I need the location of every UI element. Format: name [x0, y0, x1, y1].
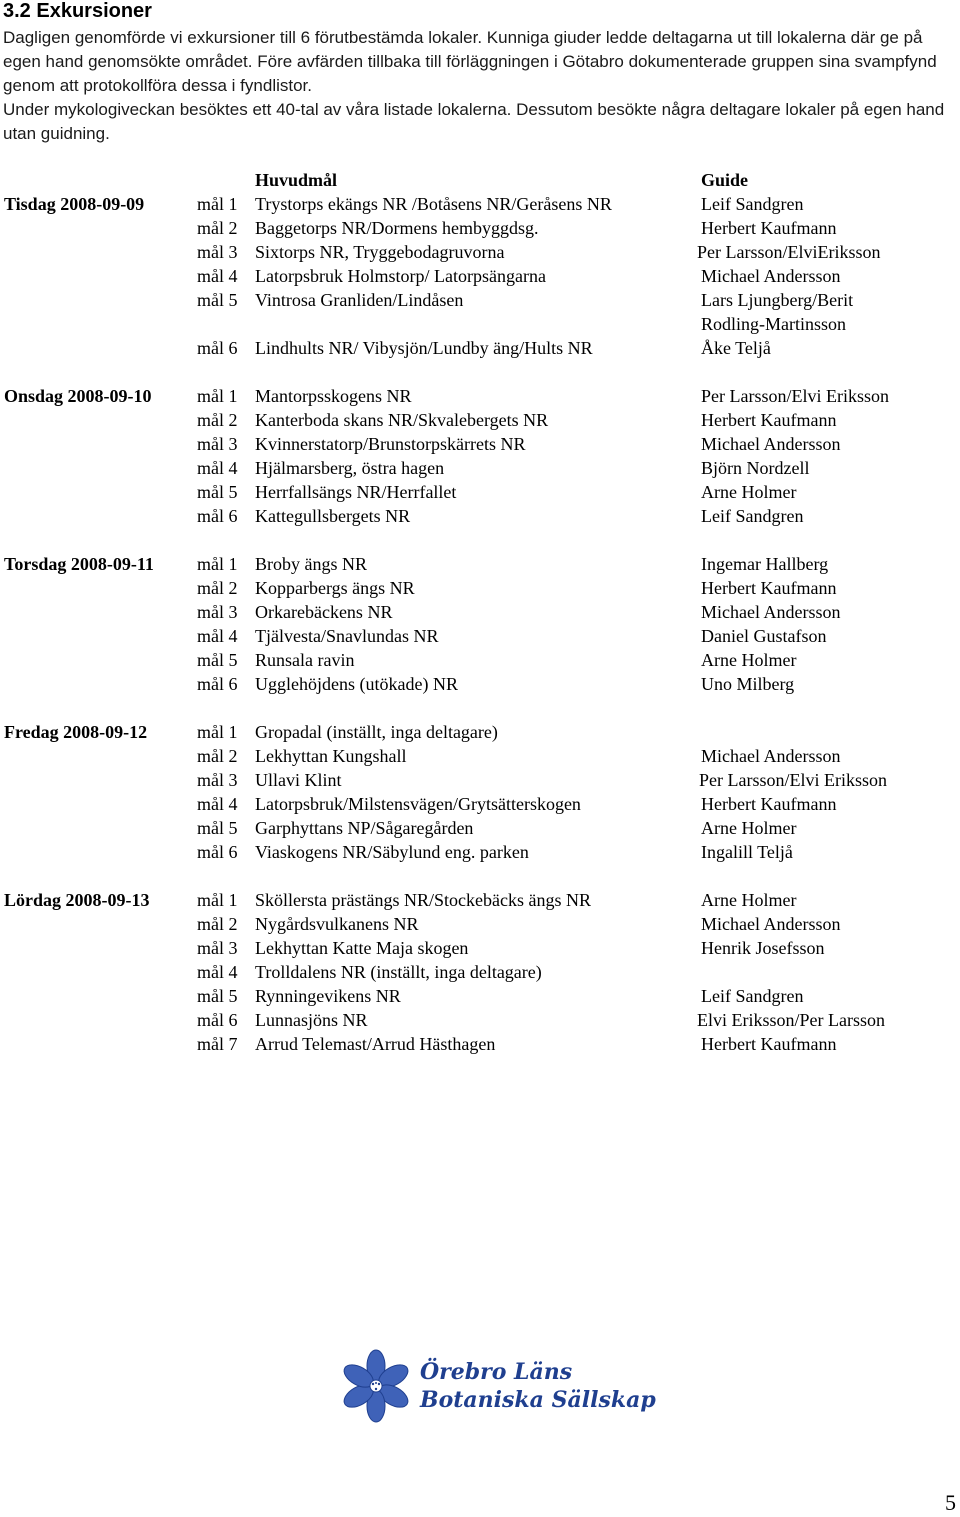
- schedule-row: [0, 624, 960, 648]
- goal-guide: Elvi Eriksson/Per Larsson: [697, 1010, 885, 1030]
- goal-guide: Arne Holmer: [701, 818, 797, 838]
- header-guide: Guide: [701, 170, 749, 190]
- goal-guide: Henrik Josefsson: [701, 938, 825, 958]
- goal-number: mål 4: [197, 266, 238, 286]
- schedule-row: [0, 960, 960, 984]
- goal-place: Ullavi Klint: [255, 770, 342, 790]
- goal-place: Baggetorps NR/Dormens hembyggdsg.: [255, 218, 539, 238]
- goal-guide: Michael Andersson: [701, 914, 841, 934]
- schedule-row: [0, 1032, 960, 1056]
- goal-place: Kattegullsbergets NR: [255, 506, 411, 526]
- day-label: Lördag 2008-09-13: [4, 890, 150, 910]
- schedule-header: [0, 168, 960, 192]
- schedule-row: [0, 240, 960, 264]
- schedule-row: [0, 984, 960, 1008]
- schedule-row: [0, 888, 960, 912]
- section-heading: 3.2 Exkursioner: [3, 0, 152, 22]
- goal-place: Trolldalens NR (inställt, inga deltagare): [255, 962, 542, 982]
- schedule-row: [0, 432, 960, 456]
- goal-number: mål 2: [197, 578, 238, 598]
- schedule-row: [0, 264, 960, 288]
- goal-place: Nygårdsvulkanens NR: [255, 914, 419, 934]
- goal-place: Sköllersta prästängs NR/Stockebäcks ängs NR: [255, 890, 591, 910]
- goal-number: mål 2: [197, 914, 238, 934]
- logo-line-2: Botaniska Sällskap: [420, 1387, 656, 1413]
- goal-guide: Daniel Gustafson: [701, 626, 827, 646]
- goal-guide: Åke Teljå: [701, 338, 771, 358]
- goal-place: Lunnasjöns NR: [255, 1010, 368, 1030]
- goal-number: mål 5: [197, 986, 238, 1006]
- schedule-row: [0, 912, 960, 936]
- schedule-row: [0, 552, 960, 576]
- schedule-row: [0, 600, 960, 624]
- goal-guide: Michael Andersson: [701, 602, 841, 622]
- goal-number: mål 6: [197, 506, 238, 526]
- goal-number: mål 1: [197, 890, 238, 910]
- schedule-row: [0, 936, 960, 960]
- schedule-row: [0, 216, 960, 240]
- goal-guide: Michael Andersson: [701, 746, 841, 766]
- schedule-row: [0, 408, 960, 432]
- goal-place: Kopparbergs ängs NR: [255, 578, 415, 598]
- goal-place: Hjälmarsberg, östra hagen: [255, 458, 445, 478]
- goal-number: mål 6: [197, 674, 238, 694]
- intro-paragraph-2: Under mykologiveckan besöktes ett 40-tal av våra listade lokalerna. Dessutom besökte några deltagare lokaler på egen hand utan guidning.: [3, 100, 945, 143]
- schedule-row: [0, 672, 960, 696]
- goal-guide: Ingemar Hallberg: [701, 554, 829, 574]
- goal-number: mål 4: [197, 626, 238, 646]
- goal-place: Rynningevikens NR: [255, 986, 401, 1006]
- goal-place: Herrfallsängs NR/Herrfallet: [255, 482, 457, 502]
- goal-place: Lekhyttan Katte Maja skogen: [255, 938, 469, 958]
- schedule-row: [0, 336, 960, 360]
- goal-guide: Ingalill Teljå: [701, 842, 793, 862]
- goal-number: mål 2: [197, 218, 238, 238]
- goal-number: mål 5: [197, 482, 238, 502]
- schedule-row: [0, 648, 960, 672]
- schedule-row: [0, 576, 960, 600]
- day-label: Fredag 2008-09-12: [4, 722, 148, 742]
- goal-number: mål 6: [197, 842, 238, 862]
- schedule-row: [0, 504, 960, 528]
- schedule-row: [0, 312, 960, 336]
- goal-place: Orkarebäckens NR: [255, 602, 393, 622]
- goal-guide: Herbert Kaufmann: [701, 1034, 837, 1054]
- goal-place: Broby ängs NR: [255, 554, 367, 574]
- logo-wordmark: [420, 1358, 656, 1414]
- schedule-row: [0, 744, 960, 768]
- page-number: 5: [945, 1490, 956, 1515]
- goal-guide: Per Larsson/ElviEriksson: [697, 242, 881, 262]
- goal-number: mål 6: [197, 1010, 238, 1030]
- goal-number: mål 5: [197, 818, 238, 838]
- goal-place: Kanterboda skans NR/Skvalebergets NR: [255, 410, 549, 430]
- goal-number: mål 2: [197, 746, 238, 766]
- goal-place: Lindhults NR/ Vibysjön/Lundby äng/Hults NR: [255, 338, 593, 358]
- goal-place: Latorpsbruk/Milstensvägen/Grytsätterskogen: [255, 794, 581, 814]
- schedule-row: [0, 480, 960, 504]
- goal-place: Ugglehöjdens (utökade) NR: [255, 674, 458, 694]
- goal-number: mål 4: [197, 458, 238, 478]
- schedule-row: [0, 720, 960, 744]
- goal-number: mål 3: [197, 770, 238, 790]
- goal-guide: Rodling-Martinsson: [701, 314, 847, 334]
- goal-guide: Leif Sandgren: [701, 986, 804, 1006]
- goal-number: mål 3: [197, 434, 238, 454]
- goal-number: mål 1: [197, 722, 238, 742]
- schedule-row: [0, 816, 960, 840]
- goal-guide: Michael Andersson: [701, 434, 841, 454]
- intro-text: [3, 26, 953, 146]
- goal-place: Tjälvesta/Snavlundas NR: [255, 626, 439, 646]
- goal-place: Vintrosa Granliden/Lindåsen: [255, 290, 464, 310]
- intro-paragraph-1: Dagligen genomförde vi exkursioner till 6 förutbestämda lokaler. Kunniga giuder ledde deltagarna ut till lokalerna där ge på egen hand genomsökte området. Före avfärden tillbaka till förläggningen i Götabro dokumenterade gruppen sina svampfynd genom att protokollföra dessa i fyndlistor.: [3, 28, 937, 95]
- society-logo: [336, 1348, 656, 1428]
- goal-number: mål 6: [197, 338, 238, 358]
- goal-guide: Uno Milberg: [701, 674, 795, 694]
- goal-number: mål 3: [197, 242, 238, 262]
- goal-guide: Leif Sandgren: [701, 194, 804, 214]
- schedule-row: [0, 456, 960, 480]
- goal-place: Arrud Telemast/Arrud Hästhagen: [255, 1034, 496, 1054]
- goal-guide: Björn Nordzell: [701, 458, 810, 478]
- goal-number: mål 3: [197, 602, 238, 622]
- goal-number: mål 3: [197, 938, 238, 958]
- goal-number: mål 4: [197, 962, 238, 982]
- goal-place: Sixtorps NR, Tryggebodagruvorna: [255, 242, 505, 262]
- goal-guide: Arne Holmer: [701, 890, 797, 910]
- goal-guide: Herbert Kaufmann: [701, 578, 837, 598]
- goal-place: Lekhyttan Kungshall: [255, 746, 407, 766]
- schedule-row: [0, 288, 960, 312]
- goal-number: mål 5: [197, 290, 238, 310]
- goal-guide: Leif Sandgren: [701, 506, 804, 526]
- goal-guide: Lars Ljungberg/Berit: [701, 290, 854, 310]
- goal-guide: Arne Holmer: [701, 650, 797, 670]
- goal-place: Gropadal (inställt, inga deltagare): [255, 722, 498, 742]
- schedule-row: [0, 192, 960, 216]
- goal-number: mål 1: [197, 554, 238, 574]
- goal-guide: Michael Andersson: [701, 266, 841, 286]
- goal-guide: Per Larsson/Elvi Eriksson: [699, 770, 887, 790]
- goal-number: mål 2: [197, 410, 238, 430]
- goal-guide: Herbert Kaufmann: [701, 410, 837, 430]
- goal-place: Latorpsbruk Holmstorp/ Latorpsängarna: [255, 266, 546, 286]
- schedule-row: [0, 792, 960, 816]
- header-main-goal: Huvudmål: [255, 170, 338, 190]
- goal-number: mål 1: [197, 194, 238, 214]
- goal-guide: Arne Holmer: [701, 482, 797, 502]
- schedule-row: [0, 840, 960, 864]
- day-label: Torsdag 2008-09-11: [4, 554, 154, 574]
- hepatica-flower-icon: [336, 1348, 416, 1428]
- goal-place: Mantorpsskogens NR: [255, 386, 412, 406]
- day-label: Onsdag 2008-09-10: [4, 386, 152, 406]
- schedule-row: [0, 768, 960, 792]
- goal-place: Trystorps ekängs NR /Botåsens NR/Geråsens NR: [255, 194, 612, 214]
- goal-place: Kvinnerstatorp/Brunstorpskärrets NR: [255, 434, 526, 454]
- logo-line-1: Örebro Läns: [420, 1359, 573, 1385]
- goal-place: Viaskogens NR/Säbylund eng. parken: [255, 842, 529, 862]
- goal-number: mål 4: [197, 794, 238, 814]
- goal-number: mål 5: [197, 650, 238, 670]
- goal-guide: Herbert Kaufmann: [701, 794, 837, 814]
- schedule-row: [0, 1008, 960, 1032]
- goal-number: mål 1: [197, 386, 238, 406]
- goal-guide: Per Larsson/Elvi Eriksson: [701, 386, 889, 406]
- goal-place: Runsala ravin: [255, 650, 355, 670]
- excursion-schedule: [0, 168, 960, 1056]
- goal-guide: Herbert Kaufmann: [701, 218, 837, 238]
- goal-place: Garphyttans NP/Sågaregården: [255, 818, 474, 838]
- day-label: Tisdag 2008-09-09: [4, 194, 145, 214]
- schedule-row: [0, 384, 960, 408]
- goal-number: mål 7: [197, 1034, 238, 1054]
